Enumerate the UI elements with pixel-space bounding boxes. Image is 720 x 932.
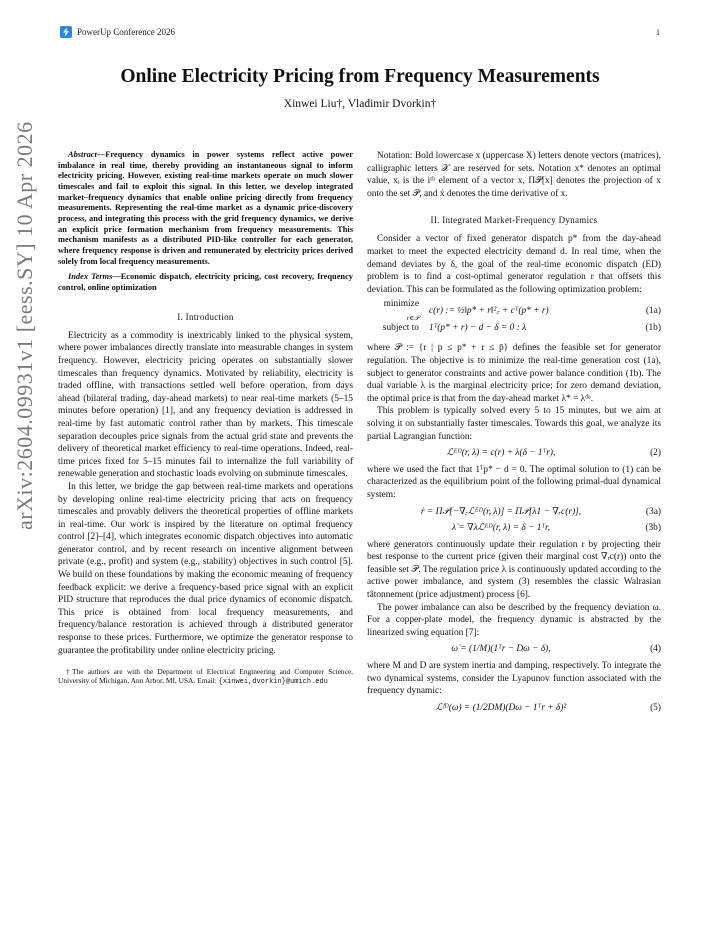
equation-2-body: ℒᴱᴰ(r, λ) = c(r) + λ(δ − 1ᵀr), [446, 448, 556, 459]
footnote-text: †The authors are with the Department of Electrical Engineering and Computer Science, University of Michigan, Ann Arbor, MI, USA. Email: [58, 667, 353, 686]
paper-title: Online Electricity Pricing from Frequency Measurements [120, 66, 600, 87]
footnote [58, 667, 353, 687]
arxiv-watermark: arXiv:2604.09931v1 [eess.SY] 10 Apr 2026 [12, 121, 37, 530]
equation-1b-number: (1b) [645, 322, 661, 333]
equation-1b-label: subject to [382, 322, 419, 333]
equation-4-number: (4) [650, 644, 661, 655]
equation-3b-body: λ̇ = ∇λℒᴱᴰ(r, λ) = δ − 1ᵀr, [452, 523, 550, 534]
abstract-label: Abstract— [68, 150, 106, 159]
abstract [58, 150, 353, 267]
intro-paragraph-2: In this letter, we bridge the gap between real-time markets and operations by developing online real-time electricity pricing that acts on frequency timescales and provably delivers the theoretical properties of offline markets in real-time. Our work is inspired by the literature on optimal frequency control [2]–[4], which integrates economic dispatch objectives into automatic generator control, and by recent research on incentive alignment between private (e.g., profit) and system (e.g., stability) objectives in such control [5]. We build on these foundations by making the economic meaning of frequency feedback explicit: we derive a frequency-based price signal with an explicit PID structure that reproduces the dual price dynamics of economic dispatch. This price is obtained from local frequency measurements, and frequency/balance restoration is achieved through a distributed generator response to these prices. Furthermore, we optimize the generator response to guarantee the profitability under online electricity pricing. [58, 481, 353, 656]
abstract-text: Frequency dynamics in power systems reflect active power imbalance in real time, thereby providing an instantaneous signal to inform electricity pricing. However, existing real-time markets operate on much slower timescales and fail to exploit this signal. In this letter, we develop integrated market–frequency dynamics that enable online pricing directly from frequency measurements. Representing the real-time market as a dynamic price-discovery process, and integrating this process with the grid frequency dynamics, we derive an explicit price formation mechanism from frequency measurements. This mechanism manifests as a distributed PID-like controller for each generator, where frequency response is driven and remunerated by electricity prices derived solely from local frequency measurements. [58, 150, 353, 266]
index-terms [58, 272, 353, 293]
section-2-paragraph-2: where 𝒫 := {r | p ≤ p* + r ≤ p̄} defines the feasible set for generator regulation. The objective is to minimize the real-time generation cost (1a), subject to generator constraints and active power balance condition (1b). The dual variable λ is the marginal electricity price; for zero demand deviation, the optimal price is that from the day-ahead market λ* = λᵈᵃ. [367, 343, 661, 404]
notation-paragraph: Notation: Bold lowercase x (uppercase X) letters denote vectors (matrices), calligraphic letters 𝒳 are reserved for sets. Notation x* denotes an optimal value, xᵢ is the iᵗʰ element of a vector x, Π𝒫[x] denotes the projection of x onto the set 𝒫, and ẋ denotes the time derivative of x. [367, 151, 661, 199]
conference-name: PowerUp Conference 2026 [77, 27, 175, 37]
equation-1a-label: minimize $_{r\in 𝒫}$ [383, 298, 419, 323]
left-column [58, 150, 353, 687]
equation-5-body: ℒᶠᴰ(ω) = (1/2DM)(Dω − 1ᵀr + δ)² [435, 702, 567, 713]
equation-2 [367, 447, 661, 460]
section-2-paragraph-1: Consider a vector of fixed generator dispatch p* from the day-ahead market to meet the expected electricity demand d. In real time, when the demand deviates by δ, the goal of the real-time economic dispatch (ED) problem is to find a cost-optimal generator regulation r that offsets this deviation. This can be formulated as the following optimization problem: [367, 234, 661, 295]
equation-5 [367, 702, 661, 715]
section-2-heading: II. Integrated Market-Frequency Dynamics [430, 215, 598, 226]
equation-3a [367, 506, 661, 519]
introduction-heading: I. Introduction [177, 311, 234, 322]
conference-header [60, 26, 175, 38]
equation-1a [367, 298, 661, 323]
intro-paragraph-1: Electricity as a commodity is inextricably linked to the physical system, where power imbalances directly translate into measurable changes in system frequency. However, electricity pricing operates on substantially slower timescales than frequency dynamics. Motivated by reliability, electricity is traded offline, with transactions settled well before operation, from days ahead (bilateral trading, day-ahead markets) to near real-time markets (5–15 minutes before operation) [1], and any frequency deviation is addressed in real-time by fast automatic control rather than by markets. This timescale separation decouples price signals from the actual grid state and prevents the delivery of theoretical market efficiency to real-time operations. Indeed, real-time prices fixed for 5–15 minutes fail to internalize the full variability of renewable generation and stochastic loads evolving on subminute timescales. [58, 330, 353, 480]
equation-1b-body: 1ᵀ(p* + r) − d − δ = 0 : λ [429, 322, 527, 333]
equation-3a-number: (3a) [645, 506, 661, 517]
section-2-paragraph-5: where generators continuously update their regulation r by projecting their best response to the current price (given their marginal cost ∇ᵣc(r)) onto the feasible set 𝒫. The regulation price λ is continuously updated according to the active power imbalance, and system (3) resembles the classic Walrasian tâtonnement (price adjustment) process [6]. [367, 539, 661, 601]
equation-1a-number: (1a) [645, 305, 661, 316]
equation-1a-body: c(r) := ½‖p* + r‖²꜀ + cᵀ(p* + r) [429, 305, 549, 316]
section-2-paragraph-7: where M and D are system inertia and damping, respectively. To integrate the two dynamical systems, consider the Lyapunov function associated with the frequency dynamic: [367, 661, 661, 697]
equation-3b [367, 522, 661, 535]
equation-3a-body: ṙ = Π𝒫[−∇ᵣℒᴱᴰ(r, λ)] = Π𝒫[λ1 − ∇ᵣc(r)], [420, 506, 582, 517]
equation-4-body: ω̇ = (1/M)(1ᵀr − Dω − δ), [451, 644, 551, 655]
equation-3b-number: (3b) [645, 523, 661, 534]
index-terms-text: Economic dispatch, electricity pricing, cost recovery, frequency control, online optimization [58, 272, 353, 293]
equation-1b [367, 319, 661, 336]
right-column [367, 150, 661, 718]
equation-5-number: (5) [650, 702, 661, 713]
page-number: 1 [656, 28, 660, 37]
equation-1a-constraint: r∈𝒫 [406, 315, 419, 323]
section-2-paragraph-4: where we used the fact that 1ᵀp* − d = 0. The optimal solution to (1) can be characterized as the equilibrium point of the following primal-dual dynamical system: [367, 464, 661, 500]
footnote-email: {xinwei,dvorkin}@umich.edu [218, 678, 328, 687]
equation-4 [367, 643, 661, 656]
lightning-bolt-icon [60, 26, 72, 38]
section-2-paragraph-3: This problem is typically solved every 5 to 15 minutes, but we aim at solving it on substantially faster timescales. Towards this goal, we analyze its partial Lagrangian function: [367, 406, 661, 442]
section-2-paragraph-6: The power imbalance can also be described by the frequency deviation ω. For a copper-plate model, the frequency dynamic is abstracted by the linearized swing equation [7]: [367, 602, 661, 638]
paper-authors: Xinwei Liu†, Vladimir Dvorkin† [283, 98, 437, 110]
index-terms-label: Index Terms— [68, 272, 121, 282]
equation-1 [367, 298, 661, 336]
equation-2-number: (2) [650, 448, 661, 459]
